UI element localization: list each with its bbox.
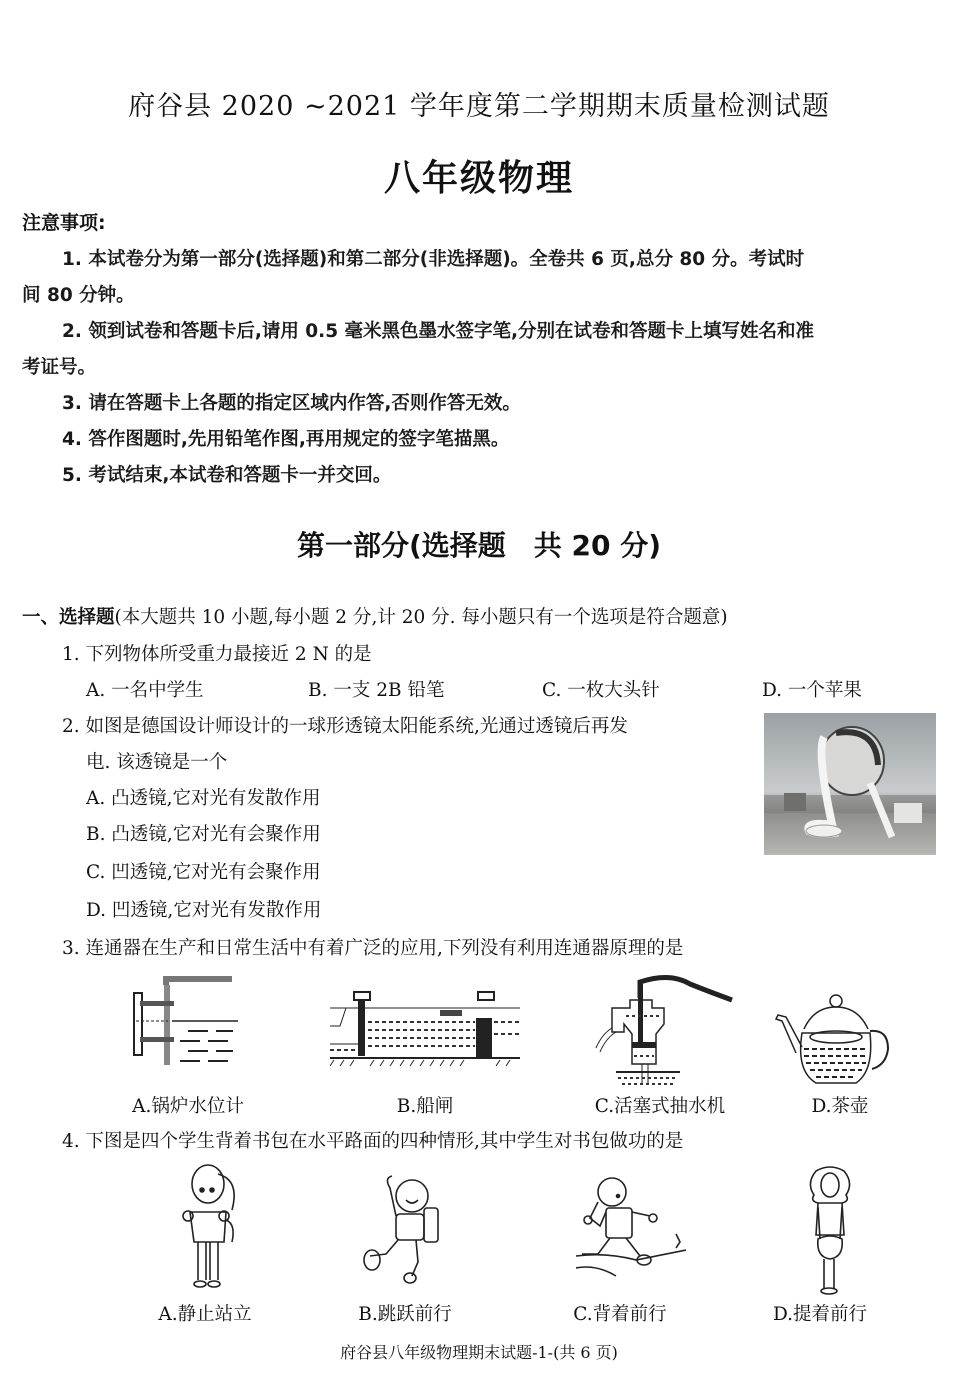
spherical-lens-solar-photo [764, 713, 936, 855]
notice-item-3: 3. 请在答题卡上各题的指定区域内作答,否则作答无效。 [62, 393, 521, 414]
carrying-student-icon [800, 1165, 860, 1295]
question-4-figure-b-caption[interactable]: B.跳跃前行 [358, 1304, 452, 1325]
question-3-figure-c-caption[interactable]: C.活塞式抽水机 [594, 1096, 726, 1117]
question-2-option-a[interactable]: A. 凸透镜,它对光有发散作用 [86, 788, 321, 809]
notice-item-4: 4. 答作图题时,先用铅笔作图,再用规定的签字笔描黑。 [62, 429, 510, 450]
notice-item-2: 2. 领到试卷和答题卡后,请用 0.5 毫米黑色墨水签字笔,分别在试卷和答题卡上填写姓名和准 [62, 321, 815, 342]
question-2-stem-line2: 电. 该透镜是一个 [86, 752, 228, 773]
question-4-figure-c-caption[interactable]: C.背着前行 [573, 1304, 667, 1325]
teapot-icon [774, 993, 896, 1089]
question-1-option-d[interactable]: D. 一个苹果 [762, 680, 862, 701]
part1-heading: 第一部分(选择题 共 20 分) [296, 529, 662, 562]
notice-item-1-cont: 间 80 分钟。 [22, 285, 135, 306]
notice-item-1: 1. 本试卷分为第一部分(选择题)和第二部分(非选择题)。全卷共 6 页,总分 80 分。考试时 [62, 249, 805, 270]
question-1-option-b[interactable]: B. 一支 2B 铅笔 [308, 680, 445, 701]
question-2-option-d[interactable]: D. 凹透镜,它对光有发散作用 [86, 900, 322, 921]
piston-pump-icon [590, 972, 740, 1090]
question-1-stem: 1. 下列物体所受重力最接近 2 N 的是 [62, 644, 372, 665]
question-4-figure-d-caption[interactable]: D.提着前行 [772, 1304, 868, 1325]
question-1-option-c[interactable]: C. 一枚大头针 [542, 680, 660, 701]
ship-lock-icon [330, 988, 520, 1068]
question-1-option-a[interactable]: A. 一名中学生 [86, 680, 204, 701]
lens-sculpture-icon [764, 713, 936, 855]
notice-heading: 注意事项: [22, 212, 106, 234]
question-4-figure-a-caption[interactable]: A.静止站立 [158, 1304, 252, 1325]
notice-item-5: 5. 考试结束,本试卷和答题卡一并交回。 [62, 465, 392, 486]
question-3-figure-b-caption[interactable]: B.船闸 [396, 1096, 454, 1117]
section-description: (本大题共 10 小题,每小题 2 分,计 20 分. 每小题只有一个选项是符合题意) [114, 607, 728, 628]
question-3-figure-d-caption[interactable]: D.茶壶 [811, 1096, 869, 1117]
section-heading: 一、选择题 [22, 607, 115, 628]
question-4-stem: 4. 下图是四个学生背着书包在水平路面的四种情形,其中学生对书包做功的是 [62, 1131, 684, 1152]
subject-title: 八年级物理 [383, 158, 574, 199]
question-2-stem-line1: 2. 如图是德国设计师设计的一球形透镜太阳能系统,光通过透镜后再发 [62, 716, 628, 737]
section-heading-line [22, 603, 728, 629]
walking-student-icon [576, 1172, 686, 1282]
exam-title: 府谷县 2020 ~2021 学年度第二学期期末质量检测试题 [128, 91, 830, 122]
question-3-stem: 3. 连通器在生产和日常生活中有着广泛的应用,下列没有利用连通器原理的是 [62, 938, 684, 959]
page-footer: 府谷县八年级物理期末试题-1-(共 6 页) [340, 1343, 618, 1362]
boiler-water-gauge-icon [128, 975, 248, 1065]
notice-item-2-cont: 考证号。 [22, 357, 97, 378]
question-3-figure-a-caption[interactable]: A.锅炉水位计 [132, 1096, 244, 1117]
jumping-student-icon [360, 1170, 460, 1290]
question-2-option-b[interactable]: B. 凸透镜,它对光有会聚作用 [86, 824, 321, 845]
question-2-option-c[interactable]: C. 凹透镜,它对光有会聚作用 [86, 862, 321, 883]
standing-student-icon [178, 1162, 258, 1292]
